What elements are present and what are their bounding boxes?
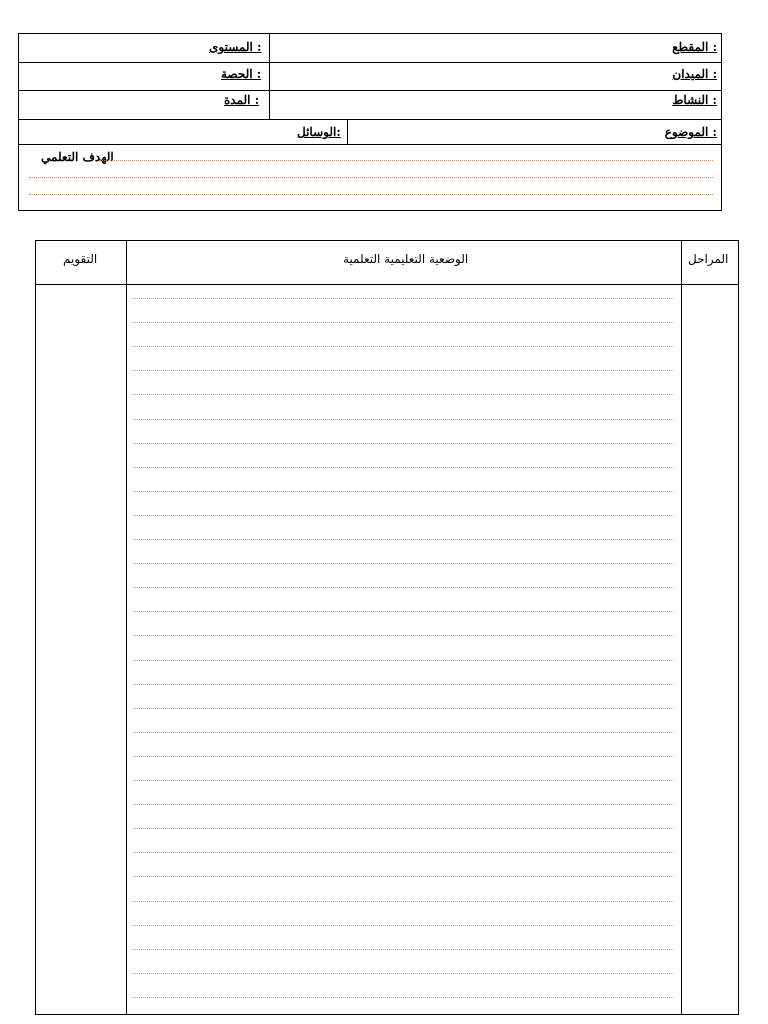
stages-column-divider <box>681 241 682 1014</box>
writing-line <box>133 876 674 877</box>
writing-line <box>133 539 674 540</box>
evaluation-column-header: التقويم <box>63 252 98 266</box>
writing-line <box>133 370 674 371</box>
topic-tools-divider <box>347 120 348 145</box>
writing-line <box>133 394 674 395</box>
goal-line-2 <box>29 177 713 178</box>
writing-line <box>133 467 674 468</box>
activity-label: : النشاط <box>672 93 717 107</box>
writing-line <box>133 660 674 661</box>
evaluation-column-divider <box>126 241 127 1014</box>
lesson-activity-table <box>35 240 739 1015</box>
writing-line <box>133 635 674 636</box>
writing-line <box>133 925 674 926</box>
tools-label: :الوسائل <box>297 125 341 139</box>
writing-line <box>133 563 674 564</box>
writing-line <box>133 828 674 829</box>
goal-line-1 <box>99 160 713 161</box>
writing-line <box>133 780 674 781</box>
writing-line <box>133 322 674 323</box>
writing-line <box>133 708 674 709</box>
table-header-divider <box>36 284 738 285</box>
field-label: : الميدان <box>672 67 717 81</box>
writing-line <box>133 419 674 420</box>
duration-label: : المدة <box>224 93 260 107</box>
writing-line <box>133 949 674 950</box>
writing-line <box>133 732 674 733</box>
writing-line <box>133 973 674 974</box>
writing-line <box>133 587 674 588</box>
learning-goal-label: الهدف التعلمي <box>41 150 114 164</box>
topic-label: : الموضوع <box>664 125 717 139</box>
unit-label: : المقطع <box>672 40 717 54</box>
writing-line <box>133 346 674 347</box>
session-label: : الحصة <box>221 67 262 81</box>
writing-line <box>133 997 674 998</box>
info-row-1 <box>19 34 721 63</box>
stages-column-header: المراحل <box>688 252 729 266</box>
writing-line <box>133 298 674 299</box>
goal-line-3 <box>29 194 713 195</box>
info-column-divider <box>269 34 270 120</box>
info-row-3 <box>19 91 721 120</box>
writing-line <box>133 443 674 444</box>
writing-line <box>133 852 674 853</box>
info-row-2 <box>19 63 721 91</box>
writing-line <box>133 756 674 757</box>
writing-line <box>133 491 674 492</box>
writing-line <box>133 611 674 612</box>
lesson-info-table <box>18 33 722 211</box>
info-row-4 <box>19 120 721 145</box>
writing-line <box>133 515 674 516</box>
level-label: : المستوى <box>209 40 262 54</box>
writing-line <box>133 684 674 685</box>
situation-column-header: الوضعية التعليمية التعلمية <box>343 252 469 266</box>
writing-line <box>133 804 674 805</box>
writing-line <box>133 901 674 902</box>
